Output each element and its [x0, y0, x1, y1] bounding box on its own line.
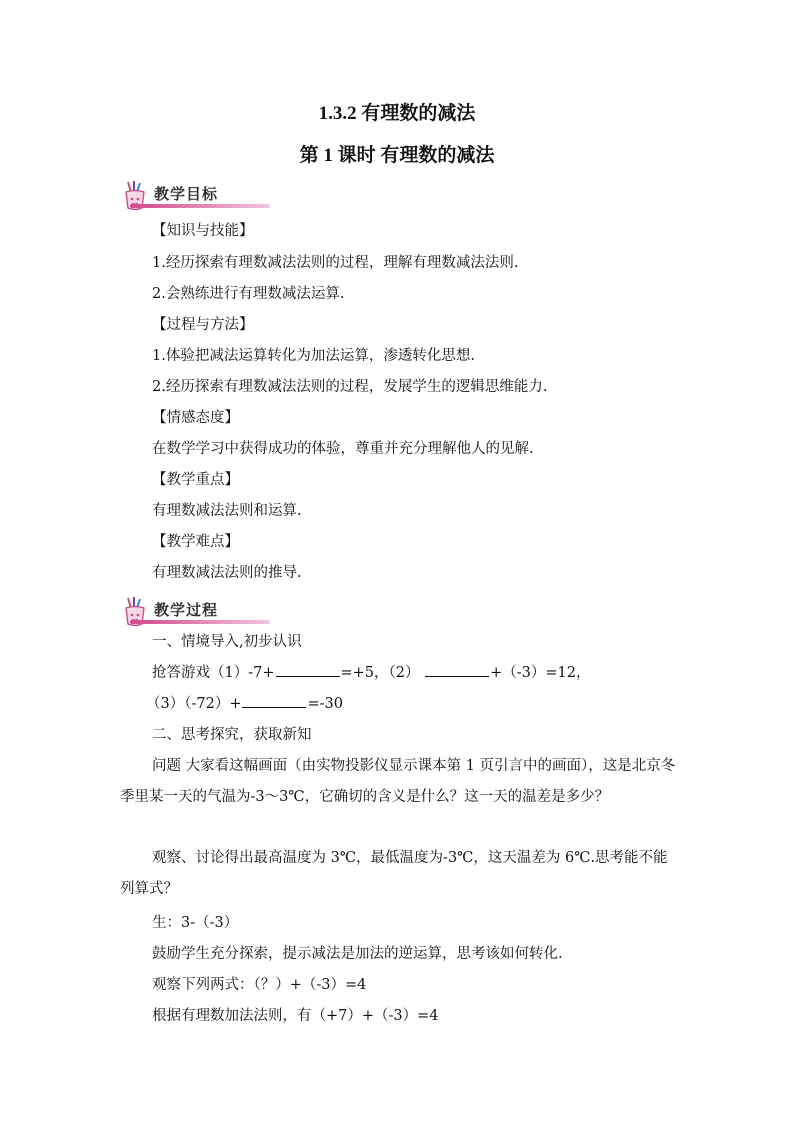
section-title: 教学过程 [154, 601, 219, 619]
objective-heading-knowledge: 【知识与技能】 [152, 223, 254, 239]
rule-line: 根据有理数加法法则，有（+7）+（-3）=4 [152, 1008, 439, 1024]
observation-line: 观察下列两式：（？）+（-3）=4 [152, 977, 367, 993]
answer-blank [276, 662, 340, 677]
objective-item: 1.体验把减法运算转化为加法运算，渗透转化思想. [152, 348, 475, 364]
answer-blank [425, 662, 489, 677]
discussion-paragraph: 观察、讨论得出最高温度为 3℃，最低温度为-3℃，这天温差为 6℃.思考能不能列算式？ [120, 850, 668, 897]
objective-item: 在数学学习中获得成功的体验，尊重并充分理解他人的见解. [152, 441, 534, 457]
objective-item: 有理数减法法则和运算. [152, 503, 302, 519]
step-heading: 一、情境导入,初步认识 [152, 634, 302, 650]
objective-item: 1.经历探索有理数减法法则的过程，理解有理数减法法则. [152, 255, 519, 271]
quiz-text: （3）（-72）+ [146, 696, 242, 712]
objective-heading-difficulty: 【教学难点】 [152, 534, 239, 550]
quiz-text: +（-3）=12， [490, 665, 591, 681]
header-underline [130, 204, 270, 208]
objective-item: 有理数减法法则的推导. [152, 565, 302, 581]
student-answer: 生：3-（-3） [152, 915, 239, 931]
problem-paragraph: 问题 大家看这幅画面（由实物投影仪显示课本第 1 页引言中的画面），这是北京冬季里某一天的气温为-3～3℃，它确切的含义是什么？这一天的温差是多少？ [120, 758, 676, 805]
objective-heading-process: 【过程与方法】 [152, 317, 254, 333]
objective-item: 2.会熟练进行有理数减法运算. [152, 286, 345, 302]
section-header-process [120, 596, 270, 628]
quiz-text: 抢答游戏（1）-7+ [152, 665, 275, 681]
quiz-text: =+5，（2） [340, 665, 420, 681]
section-header-objectives [120, 180, 270, 212]
section-title: 教学目标 [154, 185, 219, 203]
lesson-subtitle: 第 1 课时 有理数的减法 [299, 145, 495, 166]
quiz-text: =-30 [307, 696, 343, 712]
objective-heading-focus: 【教学重点】 [152, 472, 239, 488]
header-underline [130, 620, 270, 624]
objective-item: 2.经历探索有理数减法法则的过程，发展学生的逻辑思维能力. [152, 379, 548, 395]
quiz-line-2 [146, 693, 343, 715]
quiz-line-1 [152, 662, 590, 684]
step-heading: 二、思考探究，获取新知 [152, 727, 312, 743]
lesson-title: 1.3.2 有理数的减法 [318, 103, 476, 124]
teaching-note: 鼓励学生充分探索，提示减法是加法的逆运算，思考该如何转化. [152, 946, 563, 962]
answer-blank [242, 693, 306, 708]
objective-heading-attitude: 【情感态度】 [152, 410, 239, 426]
